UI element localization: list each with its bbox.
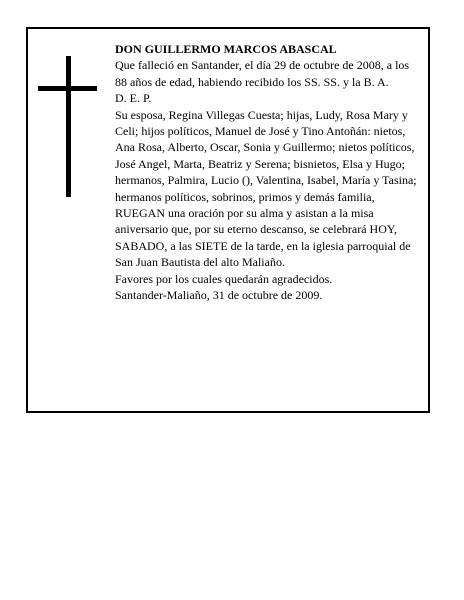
family-list: Su esposa, Regina Villegas Cuesta; hijas, Ludy, Rosa Mary y Celi; hijos políticos, Manuel de José y Tino Antoñán: nietos, Ana Rosa, Alberto, Oscar, Sonia y Guillermo; nietos políticos, José Angel, Marta, Beatriz y Serena; bisnietos, Elsa y Hugo; hermanos, Palmira, Lucio (), Valentina, Isabel, María y Tasina; hermanos políticos, sobrinos, primos y demás familia, [115,107,417,204]
age-line: 88 años de edad, habiendo recibido los SS. SS. y la B. A. [115,74,389,89]
obituary-notice [26,27,430,413]
mass-invitation: RUEGAN una oración por su alma y asistan a la misa aniversario que, por su eterno descanso, se celebrará HOY, SABADO, a las SIETE de la tarde, en la iglesia parroquial de San Juan Bautista del alto Maliaño. [115,206,411,270]
thanks-line: Favores por los cuales quedarán agradecidos. [115,271,333,286]
death-date-line: Que falleció en Santander, el día 29 de octubre de 2008, a los [115,58,410,73]
cross-icon [66,56,71,197]
rip-line: D. E. P. [115,91,152,106]
notice-text [115,41,421,304]
deceased-name: DON GUILLERMO MARCOS ABASCAL [115,42,337,56]
place-date-line: Santander-Maliaño, 31 de octubre de 2009. [115,288,323,303]
cross-icon-bar [38,86,97,91]
